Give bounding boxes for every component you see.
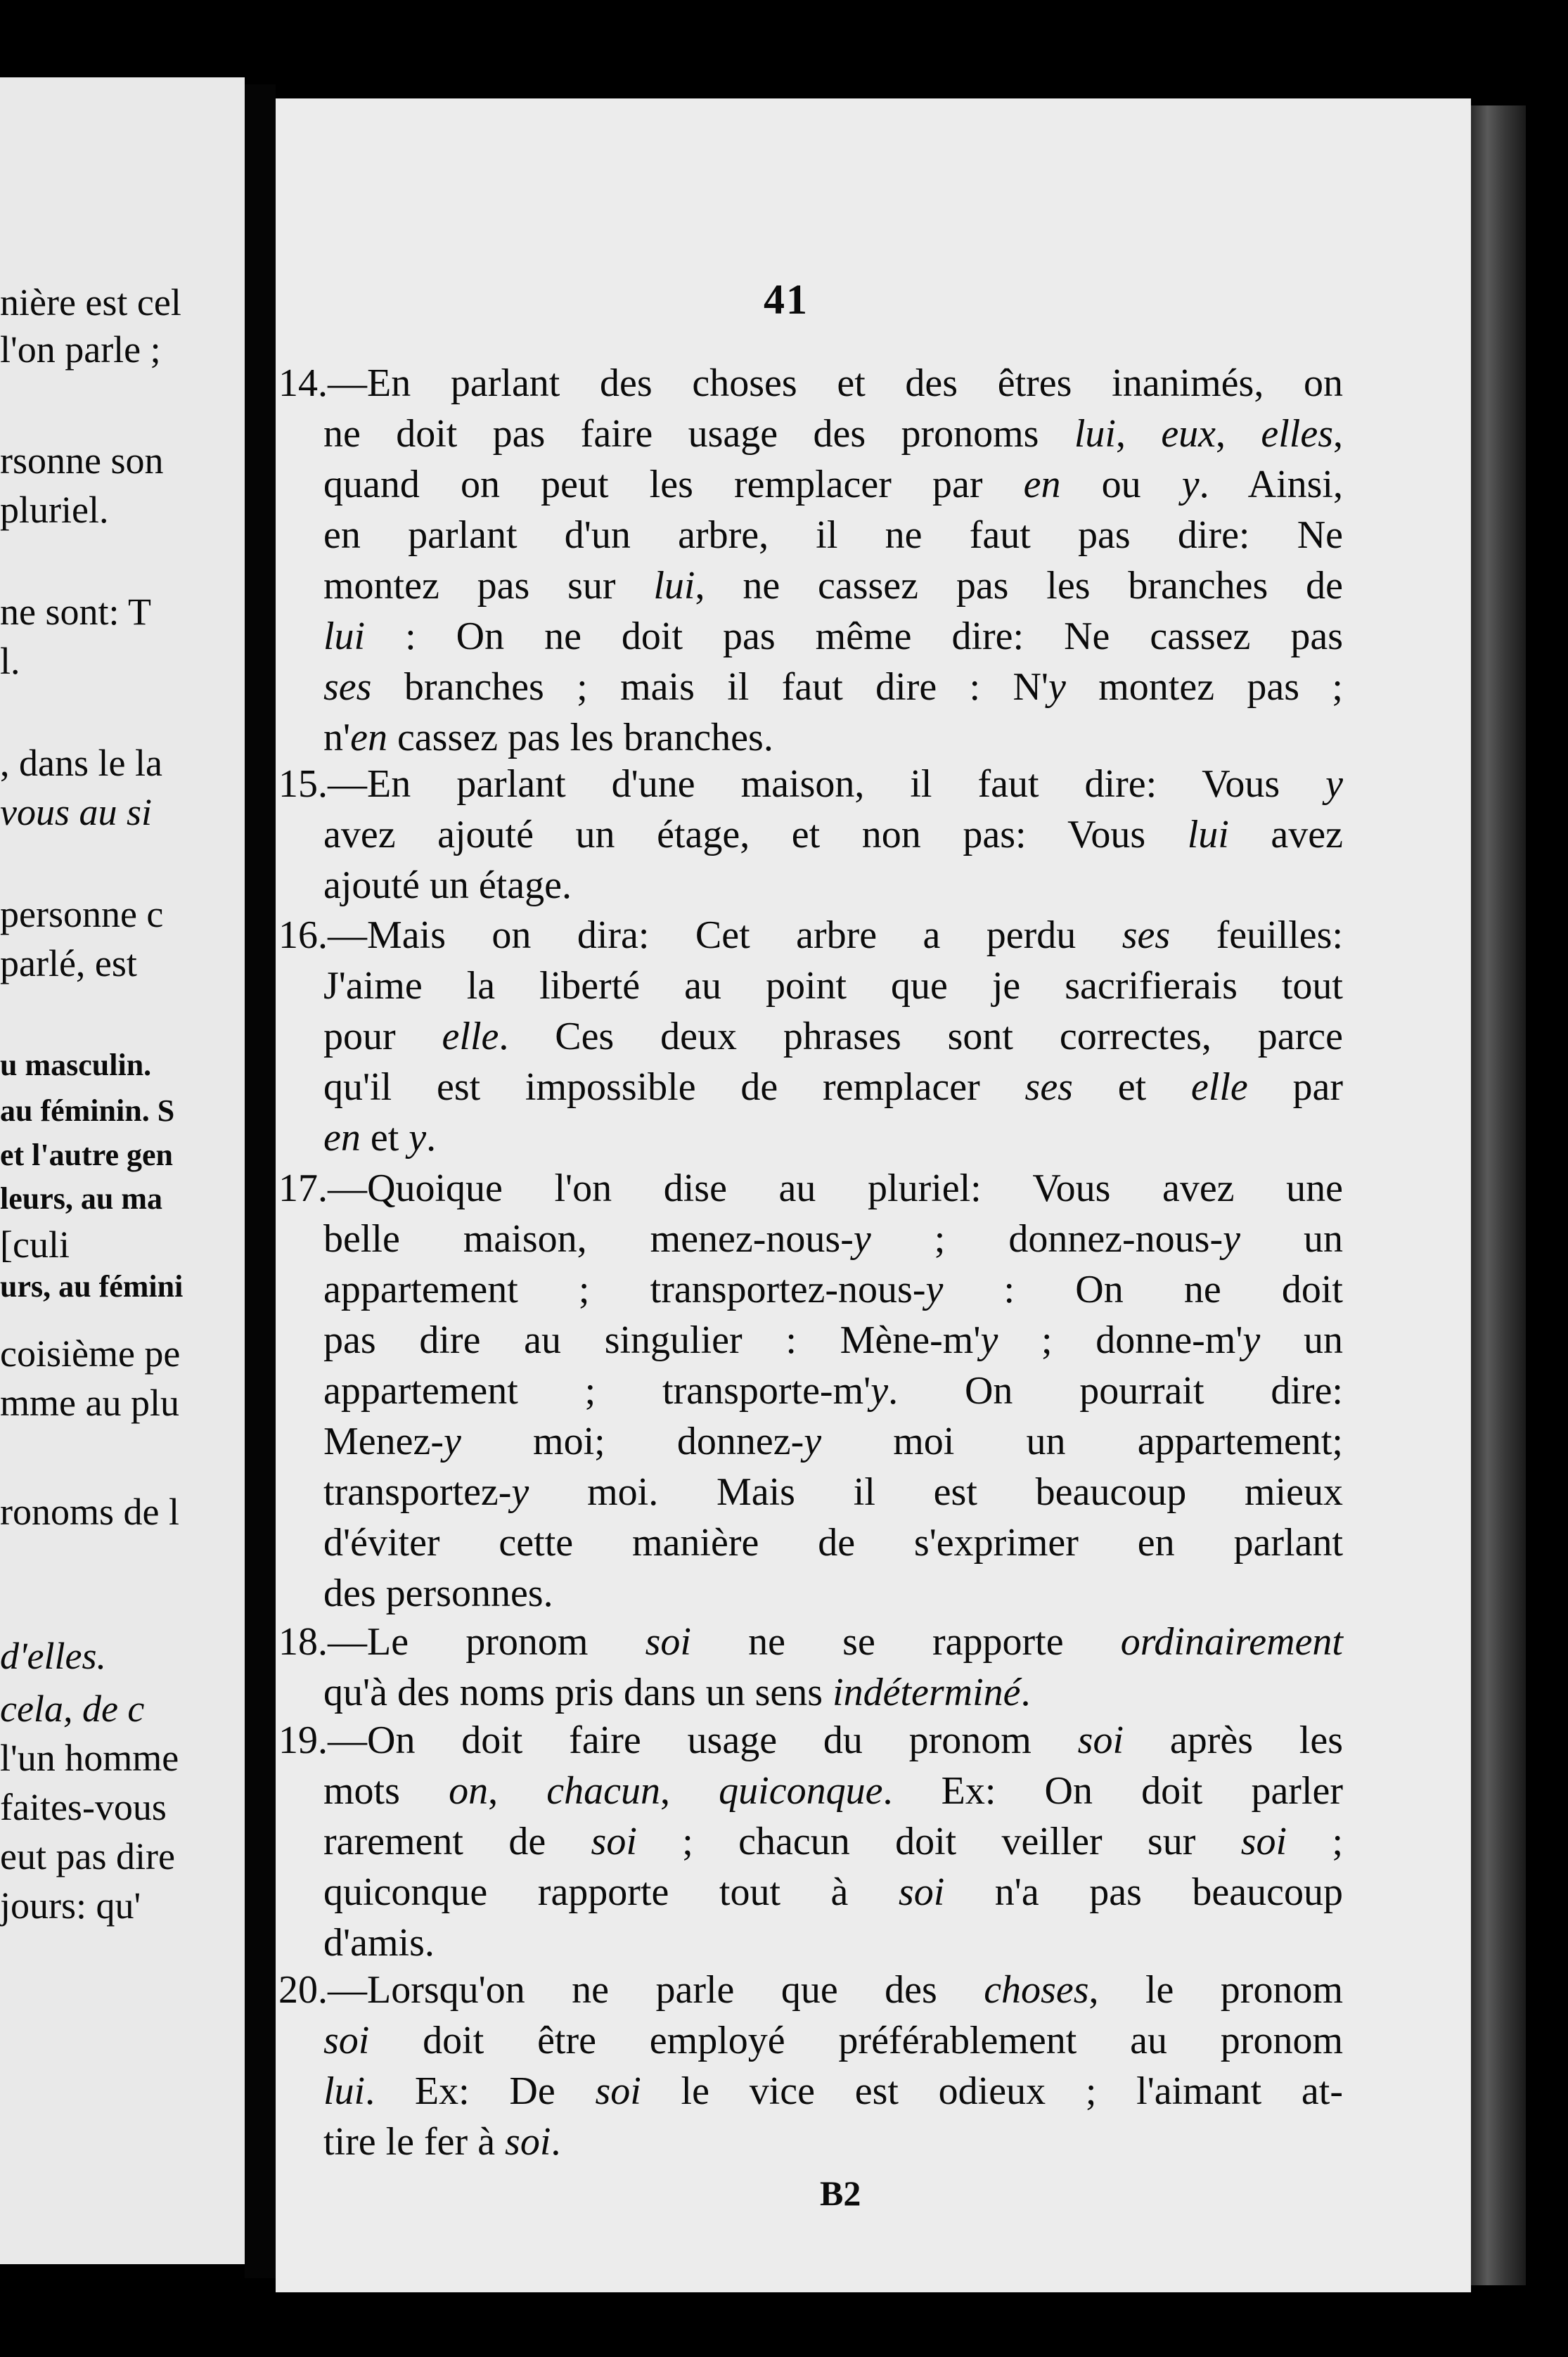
left-page-line: personne c [0,893,164,935]
left-page-line: et l'autre gen [0,1138,174,1172]
text-line: en parlant d'un arbre, il ne faut pas dire: Ne [323,513,1343,557]
left-page-line: urs, au fémini [0,1269,184,1304]
left-page-line: cela, de c [0,1688,145,1730]
text-line: belle maison, menez-nous-y ; donnez-nous-y un [323,1217,1344,1261]
left-page-line: l. [0,640,20,682]
left-page-line: faites-vous [0,1786,167,1828]
left-page-line: au féminin. S [0,1093,175,1128]
text-line: en et y. [323,1116,437,1160]
text-line: d'amis. [323,1921,435,1965]
text-line: transportez-y moi. Mais il est beaucoup mieux [323,1470,1343,1514]
left-page-line: ne sont: T [0,591,151,633]
text-line: 18.—Le pronom soi ne se rapporte ordinairement [278,1620,1343,1664]
text-line: lui : On ne doit pas même dire: Ne cassez pas [323,615,1343,658]
left-page-line: ronoms de l [0,1491,179,1533]
left-page-line: jours: qu' [0,1884,141,1927]
text-line: avez ajouté un étage, et non pas: Vous lui avez [323,813,1343,856]
text-line: ne doit pas faire usage des pronoms lui, eux, elles, [323,412,1344,456]
book-gutter [245,84,276,2278]
text-line: 14.—En parlant des choses et des êtres inanimés, on [278,361,1343,405]
left-page-line: leurs, au ma [0,1181,162,1216]
text-line: ses branches ; mais il faut dire : N'y montez pas ; [323,665,1343,709]
text-line: pas dire au singulier : Mène-m'y ; donne-m'y un [323,1318,1343,1362]
text-line: 19.—On doit faire usage du pronom soi après les [278,1719,1343,1762]
text-line: J'aime la liberté au point que je sacrifierais tout [323,964,1343,1008]
left-page-line: l'un homme [0,1737,179,1779]
left-page-line: parlé, est [0,942,137,984]
left-page-line: , dans le la [0,742,162,784]
text-line: 17.—Quoique l'on dise au pluriel: Vous avez une [278,1167,1343,1210]
left-page-line: [culi [0,1224,70,1266]
text-line: rarement de soi ; chacun doit veiller sur soi ; [323,1820,1344,1863]
text-line: mots on, chacun, quiconque. Ex: On doit parler [323,1769,1344,1813]
page-edge-stack [1471,105,1526,2285]
text-line: qu'à des noms pris dans un sens indéterminé. [323,1671,1031,1714]
text-line: ajouté un étage. [323,863,572,907]
text-line: appartement ; transporte-m'y. On pourrait dire: [323,1369,1343,1413]
left-page-line: mme au plu [0,1382,179,1424]
text-line: tire le fer à soi. [323,2120,561,2164]
left-page-line: pluriel. [0,489,109,531]
text-line: quiconque rapporte tout à soi n'a pas beaucoup [323,1870,1343,1914]
text-line: d'éviter cette manière de s'exprimer en parlant [323,1521,1343,1565]
page-number: 41 [764,276,809,323]
text-line: appartement ; transportez-nous-y : On ne doit [323,1268,1343,1311]
text-line: lui. Ex: De soi le vice est odieux ; l'aimant at- [323,2069,1343,2113]
text-line: Menez-y moi; donnez-y moi un appartement; [323,1420,1343,1463]
text-line: 16.—Mais on dira: Cet arbre a perdu ses feuilles: [278,913,1343,957]
text-line: 20.—Lorsqu'on ne parle que des choses, le pronom [278,1968,1343,2012]
signature-mark: B2 [820,2173,861,2213]
left-page-line: vous au si [0,791,152,833]
left-page-line: coisième pe [0,1332,181,1375]
text-line: soi doit être employé préférablement au pronom [323,2019,1343,2062]
left-page-line: l'on parle ; [0,328,161,371]
text-line: qu'il est impossible de remplacer ses et elle par [323,1065,1343,1109]
text-line: pour elle. Ces deux phrases sont correctes, parce [323,1015,1344,1058]
left-page-line: d'elles. [0,1635,107,1677]
left-page-line: eut pas dire [0,1835,175,1877]
text-line: 15.—En parlant d'une maison, il faut dire: Vous y [278,762,1343,806]
left-page-line: u masculin. [0,1048,152,1082]
text-line: quand on peut les remplacer par en ou y. Ainsi, [323,463,1343,506]
left-page-line: nière est cel [0,281,181,323]
previous-page-fragment [0,77,245,2264]
text-line: montez pas sur lui, ne cassez pas les branches de [323,564,1343,608]
text-line: des personnes. [323,1572,553,1615]
text-line: n'en cassez pas les branches. [323,716,773,759]
left-page-line: rsonne son [0,439,164,482]
